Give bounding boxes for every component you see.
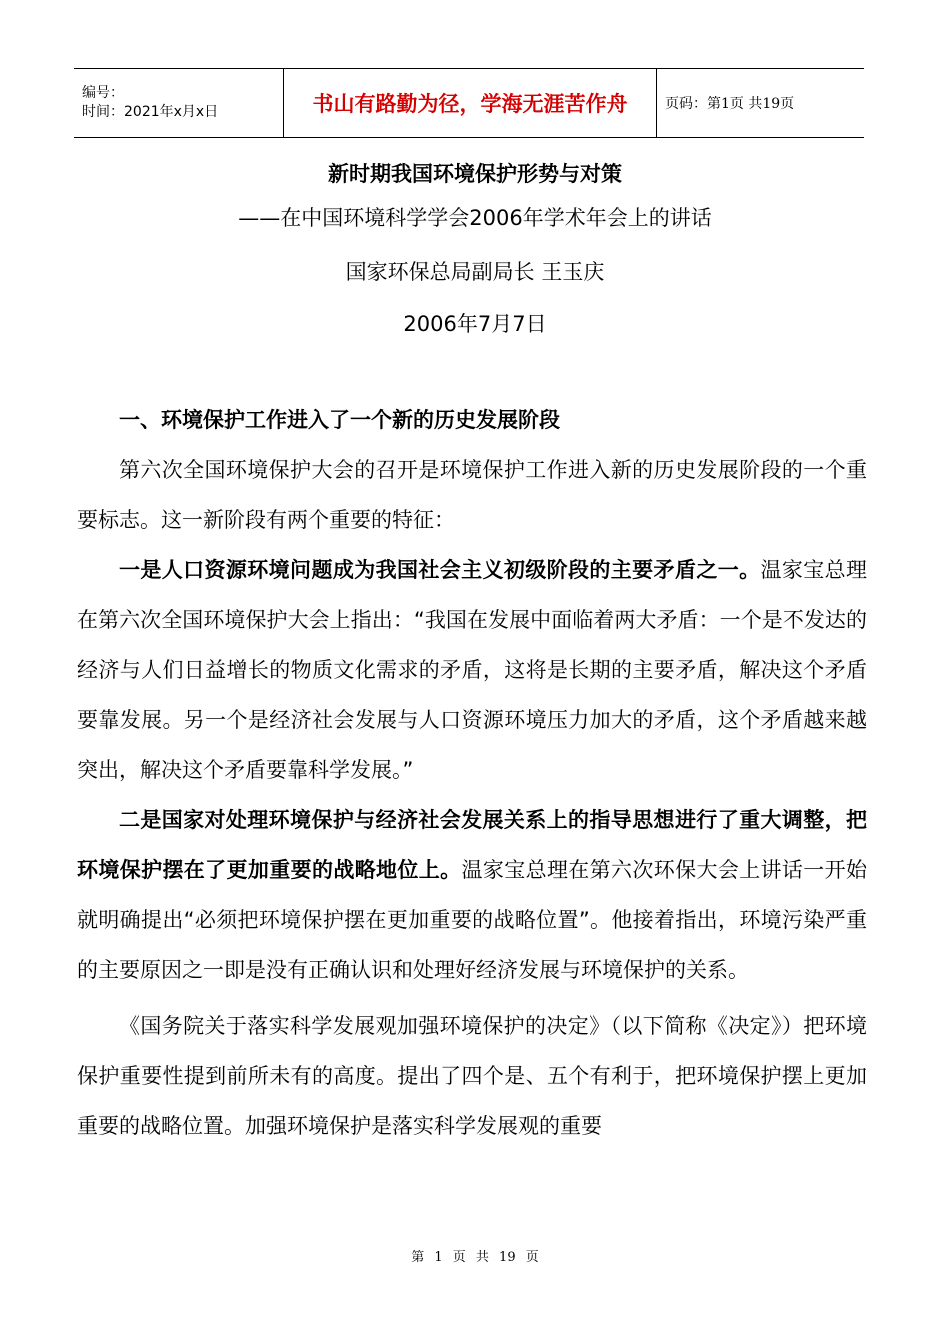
paragraph-2 bbox=[77, 545, 867, 795]
paragraph-3-lead: 二是国家对处理环境保护与经济社会发展关系上的指导思想进行了重大调整，把环境保护摆在了更加重要的战略地位上。 bbox=[77, 808, 867, 882]
body-text bbox=[77, 395, 867, 1151]
doc-number-label: 编号： bbox=[82, 85, 124, 101]
document-subtitle: ——在中国环境科学学会2006年学术年会上的讲话 bbox=[238, 206, 712, 230]
paragraph-3-body: 温家宝总理在第六次环保大会上讲话一开始就明确提出“必须把环境保护摆在更加重要的战略位置”。他接着指出，环境污染严重的主要原因之一即是没有正确认识和处理好经济发展与环境保护的关系。 bbox=[77, 858, 867, 982]
document-date: 2006年7月7日 bbox=[403, 312, 547, 336]
header-motto-cell bbox=[283, 69, 657, 137]
paragraph-2-lead: 一是人口资源环境问题成为我国社会主义初级阶段的主要矛盾之一。 bbox=[119, 558, 761, 582]
header-page-label: 页码：第1页 共19页 bbox=[665, 96, 795, 112]
header-page-cell bbox=[657, 69, 864, 137]
paragraph-4: 《国务院关于落实科学发展观加强环境保护的决定》（以下简称《决定》）把环境保护重要性提到前所未有的高度。提出了四个是、五个有利于，把环境保护摆上更加重要的战略位置。加强环境保护是落实科学发展观的重要 bbox=[77, 1014, 867, 1138]
document-title: 新时期我国环境保护形势与对策 bbox=[328, 162, 622, 186]
document-author: 国家环保总局副局长 王玉庆 bbox=[345, 260, 605, 284]
section-heading: 一、环境保护工作进入了一个新的历史发展阶段 bbox=[119, 408, 560, 432]
paragraph-2-body: 温家宝总理在第六次全国环境保护大会上指出：“我国在发展中面临着两大矛盾：一个是不发达的经济与人们日益增长的物质文化需求的矛盾，这将是长期的主要矛盾，解决这个矛盾要靠发展。另一个是经济社会发展与人口资源环境压力加大的矛盾，这个矛盾越来越突出，解决这个矛盾要靠科学发展。” bbox=[77, 558, 867, 782]
paragraph-1: 第六次全国环境保护大会的召开是环境保护工作进入新的历史发展阶段的一个重要标志。这一新阶段有两个重要的特征： bbox=[77, 458, 867, 532]
page-footer: 第 1 页 共 19 页 bbox=[411, 1250, 539, 1265]
doc-time-label: 时间：2021年x月x日 bbox=[82, 104, 219, 120]
header-left-cell bbox=[74, 69, 283, 137]
header-table bbox=[74, 68, 864, 138]
motto-text: 书山有路勤为径，学海无涯苦作舟 bbox=[312, 91, 628, 116]
paragraph-3 bbox=[77, 795, 867, 995]
